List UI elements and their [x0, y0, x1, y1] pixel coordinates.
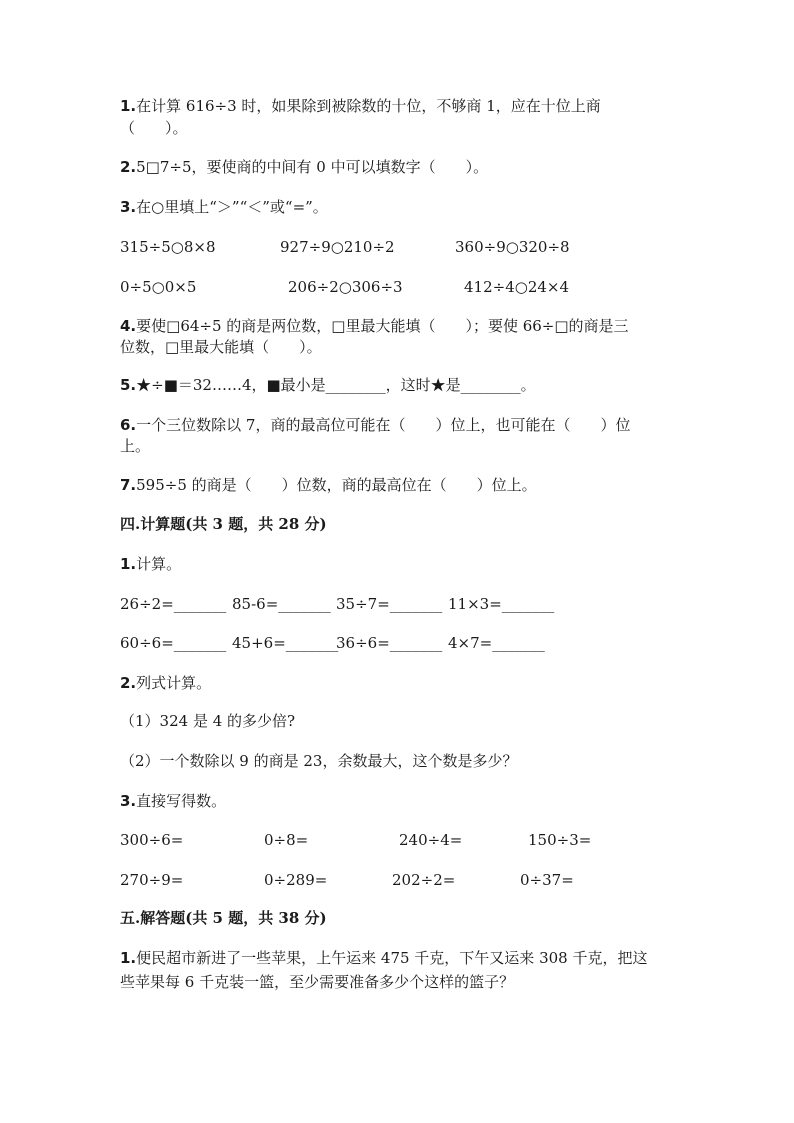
- compare-item: 0÷5○0×5: [120, 278, 197, 296]
- question-number: 1.: [120, 97, 137, 115]
- calc-item: 0÷37=: [520, 871, 574, 889]
- question-3: [120, 197, 328, 217]
- calc-item: 60÷6=_______: [120, 634, 227, 652]
- question-text: 计算。: [136, 555, 182, 573]
- compare-item: 412÷4○24×4: [464, 278, 570, 296]
- question-2: [120, 157, 488, 177]
- calc-item: 150÷3=: [528, 831, 592, 849]
- question-4-3: [120, 791, 226, 811]
- question-6-line2: 上。: [120, 437, 151, 455]
- question-4: [120, 316, 629, 336]
- calc-item: 4×7=_______: [448, 634, 545, 652]
- question-text: 5□7÷5，要使商的中间有 0 中可以填数字（ ）。: [136, 158, 489, 176]
- calc-item: 11×3=_______: [448, 595, 555, 613]
- question-text: 595÷5 的商是（ ）位数，商的最高位在（ ）位上。: [136, 476, 537, 494]
- question-number: 1.: [120, 555, 137, 573]
- compare-item: 206÷2○306÷3: [288, 278, 403, 296]
- calc-item: 270÷9=: [120, 871, 184, 889]
- question-number: 6.: [120, 416, 137, 434]
- question-4-2: [120, 673, 211, 693]
- question-7: [120, 475, 537, 495]
- calc-item: 26÷2=_______: [120, 595, 227, 613]
- calc-item: 0÷289=: [264, 871, 328, 889]
- question-text: ★÷■＝32……4，■最小是________，这时★是________。: [136, 376, 536, 394]
- question-number: 1.: [120, 949, 137, 967]
- question-number: 5.: [120, 376, 137, 394]
- compare-item: 360÷9○320÷8: [455, 238, 570, 256]
- question-5-1-line2: 些苹果每 6 千克装一篮，至少需要准备多少个这样的篮子？: [120, 973, 515, 991]
- question-text: 直接写得数。: [136, 792, 227, 810]
- sub-question-1: （1）324 是 4 的多少倍?: [120, 712, 296, 730]
- calc-item: 240÷4=: [399, 831, 463, 849]
- section-title-4: 四.计算题(共 3 题，共 28 分): [120, 515, 327, 533]
- calc-item: 35÷7=_______: [336, 595, 443, 613]
- question-5-1: [120, 948, 647, 968]
- question-1-line2: （ ）。: [120, 119, 188, 137]
- question-text: 便民超市新进了一些苹果，上午运来 475 千克，下午又运来 308 千克，把这: [136, 949, 648, 967]
- question-text: 要使□64÷5 的商是两位数，□里最大能填（ ）；要使 66÷□的商是三: [136, 317, 629, 335]
- calc-item: 45+6=_______: [232, 634, 339, 652]
- question-number: 2.: [120, 674, 137, 692]
- question-text: 列式计算。: [136, 674, 212, 692]
- compare-item: 315÷5○8×8: [120, 238, 216, 256]
- question-1: [120, 96, 601, 116]
- question-number: 4.: [120, 317, 137, 335]
- question-4-1: [120, 554, 181, 574]
- question-number: 3.: [120, 792, 137, 810]
- section-title-5: 五.解答题(共 5 题，共 38 分): [120, 909, 327, 927]
- compare-item: 927÷9○210÷2: [280, 238, 395, 256]
- question-text: 一个三位数除以 7，商的最高位可能在（ ）位上，也可能在（ ）位: [136, 416, 631, 434]
- question-number: 2.: [120, 158, 137, 176]
- calc-item: 202÷2=: [392, 871, 456, 889]
- question-number: 7.: [120, 476, 137, 494]
- question-text: 在计算 616÷3 时，如果除到被除数的十位，不够商 1，应在十位上商: [136, 97, 601, 115]
- sub-question-2: （2）一个数除以 9 的商是 23，余数最大，这个数是多少？: [120, 752, 518, 770]
- question-5: [120, 375, 536, 395]
- calc-item: 0÷8=: [264, 831, 309, 849]
- calc-item: 300÷6=: [120, 831, 184, 849]
- question-6: [120, 415, 630, 435]
- question-text: 在○里填上“＞”“＜”或“=”。: [136, 198, 328, 216]
- calc-item: 85-6=_______: [232, 595, 331, 613]
- question-4-line2: 位数，□里最大能填（ ）。: [120, 338, 322, 356]
- calc-item: 36÷6=_______: [336, 634, 443, 652]
- question-number: 3.: [120, 198, 137, 216]
